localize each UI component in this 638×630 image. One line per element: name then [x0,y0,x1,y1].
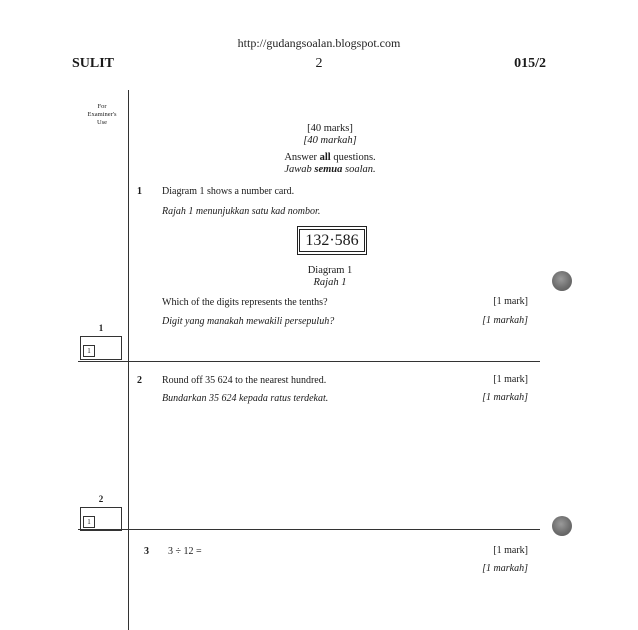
instruction-en-pre: Answer [284,152,320,163]
q2-mark-en: [1 mark] [493,374,528,385]
examiner-line3: Use [96,119,108,126]
q2-score-box[interactable] [80,507,122,531]
header-sulit: SULIT [72,56,115,71]
q1-number: 1 [137,186,142,197]
number-card-value: 132·586 [299,229,364,252]
instruction-ms-pre: Jawab [284,164,315,175]
punch-hole-bottom [552,516,572,536]
q1-question-en: Which of the digits represents the tenths? [162,297,328,308]
q1-score-small-box: 1 [83,345,95,357]
number-card [297,226,367,255]
instruction-ms-post: soalan. [342,164,376,175]
q1-score-box[interactable] [80,336,122,360]
instruction-ms [130,163,530,176]
q2-number: 2 [137,375,142,386]
q1-text-ms: Rajah 1 menunjukkan satu kad nombor. [162,206,321,217]
instruction-ms-bold: semua [314,164,343,175]
instruction-en-bold: all [319,152,331,163]
punch-hole-top [552,271,572,291]
q2-text-en: Round off 35 624 to the nearest hundred. [162,375,327,386]
examiner-line1: For [97,103,107,110]
q1-text-en: Diagram 1 shows a number card. [162,186,295,197]
q1-mark-en: [1 mark] [493,296,528,307]
source-url[interactable]: http://gudangsoalan.blogspot.com [237,36,401,50]
diagram-caption-en: Diagram 1 [307,265,353,276]
q2-separator-line [78,529,540,530]
instruction-en-post: questions. [330,152,376,163]
q2-mark-ms: [1 markah] [482,392,528,403]
q3-mark-en: [1 mark] [493,545,528,556]
q3-expression: 3 ÷ 12 = [168,546,202,557]
q3-mark-ms: [1 markah] [482,563,528,574]
page-number: 2 [315,56,323,71]
q2-score-label: 2 [98,494,104,504]
diagram-caption-ms: Rajah 1 [313,277,347,288]
q2-text-ms: Bundarkan 35 624 kepada ratus terdekat. [162,393,329,404]
q2-score-small-box: 1 [83,516,95,528]
examiner-use-label [78,103,126,127]
examiner-line2: Examiner's [87,111,117,118]
q1-question-ms: Digit yang manakah mewakili persepuluh? [162,316,335,327]
q3-number: 3 [144,546,149,557]
paper-code: 015/2 [514,56,546,71]
q1-separator-line [78,361,540,362]
total-marks-ms: [40 markah] [303,135,357,146]
q1-score-label: 1 [98,323,104,333]
total-marks-en: [40 marks] [307,123,353,134]
q1-mark-ms: [1 markah] [482,315,528,326]
